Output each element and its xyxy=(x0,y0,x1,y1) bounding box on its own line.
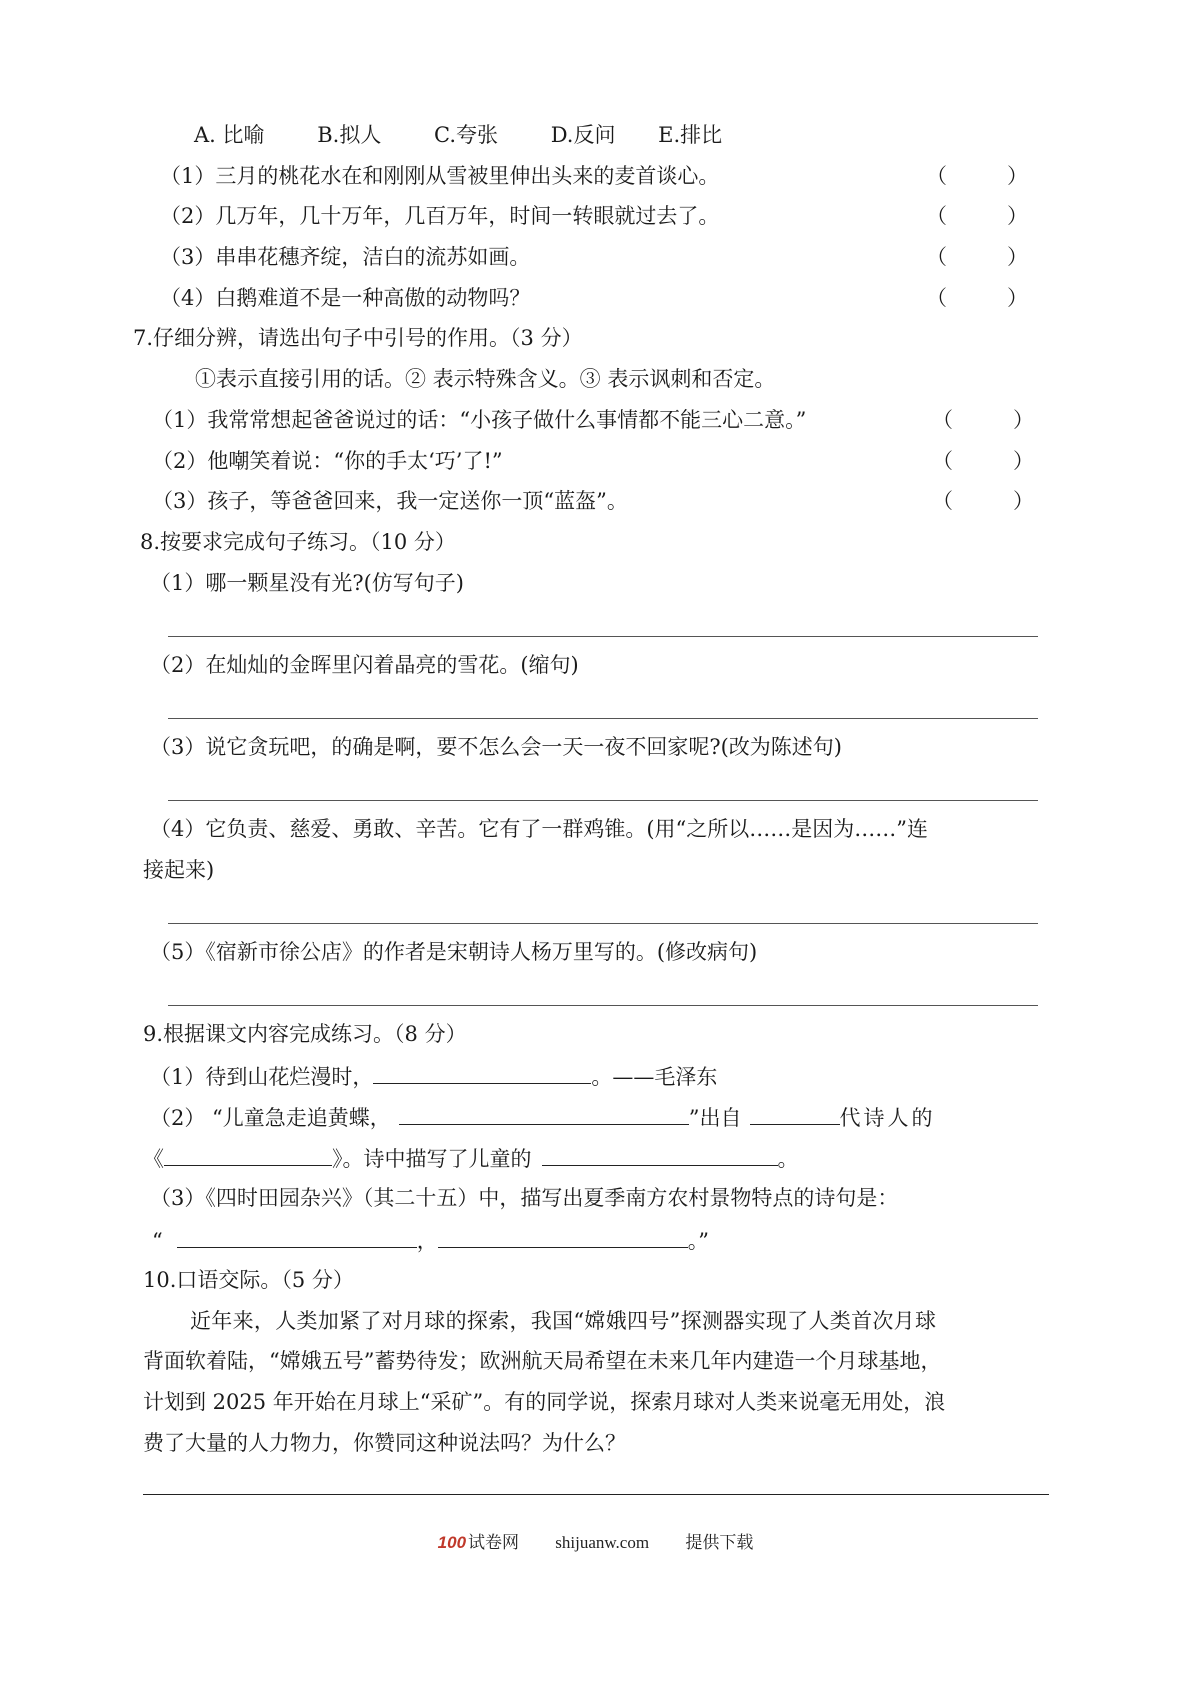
answer-paren[interactable]: （ ） xyxy=(932,489,1034,513)
q7-item-2: （2）他嘲笑着说：“你的手太‘巧’了!” xyxy=(152,449,503,473)
q9-line-1: （1）待到山花烂漫时， 。——毛泽东 xyxy=(150,1065,718,1089)
q9-line-4: （3）《四时田园杂兴》（其二十五）中，描写出夏季南方农村景物特点的诗句是： xyxy=(150,1186,899,1210)
fill-blank[interactable] xyxy=(373,1065,591,1084)
q10-para-line-2: 背面软着陆，“嫦娥五号”蓄势待发；欧洲航天局希望在未来几年内建造一个月球基地， xyxy=(143,1349,942,1373)
fill-blank[interactable] xyxy=(164,1147,332,1166)
footer xyxy=(0,1528,1191,1553)
answer-line[interactable] xyxy=(168,1005,1038,1006)
answer-paren[interactable]: （ ） xyxy=(932,408,1034,432)
q10-para-line-1: 近年来，人类加紧了对月球的探索，我国“嫦娥四号”探测器实现了人类首次月球 xyxy=(190,1309,937,1333)
site-logo: 100 xyxy=(437,1533,467,1552)
option-d: D.反问 xyxy=(550,123,616,147)
q9-line-3: 《 》。诗中描写了儿童的 。 xyxy=(143,1147,799,1171)
answer-line[interactable] xyxy=(168,636,1038,637)
q7-item-3: （3）孩子，等爸爸回来，我一定送你一顶“蓝盔”。 xyxy=(152,489,628,513)
answer-line[interactable] xyxy=(168,800,1038,801)
q7-item-1: （1）我常常想起爸爸说过的话：“小孩子做什么事情都不能三心二意。” xyxy=(152,408,807,432)
q6-item-1: （1）三月的桃花水在和刚刚从雪被里伸出头来的麦首谈心。 xyxy=(160,164,720,188)
q8-item-5: （5）《宿新市徐公店》的作者是宋朝诗人杨万里写的。(修改病句) xyxy=(150,940,758,964)
fill-blank[interactable] xyxy=(177,1229,417,1248)
q10-title: 10.口语交际。（5 分） xyxy=(143,1268,354,1292)
q7-title: 7.仔细分辨，请选出句子中引号的作用。（3 分） xyxy=(133,326,583,350)
download-note: 提供下载 xyxy=(685,1533,754,1552)
answer-line[interactable] xyxy=(168,718,1038,719)
answer-paren[interactable]: （ ） xyxy=(926,164,1028,188)
option-a: A. 比喻 xyxy=(194,123,265,147)
option-b: B.拟人 xyxy=(317,123,382,147)
q6-item-2: （2）几万年，几十万年，几百万年，时间一转眼就过去了。 xyxy=(160,204,720,228)
q7-legend: ①表示直接引用的话。② 表示特殊含义。③ 表示讽刺和否定。 xyxy=(195,367,776,391)
site-url[interactable]: shijuanw.com xyxy=(555,1533,650,1552)
option-e: E.排比 xyxy=(658,123,723,147)
site-name: 试卷网 xyxy=(468,1533,520,1552)
q6-item-3: （3）串串花穗齐绽，洁白的流苏如画。 xyxy=(160,245,531,269)
q9-line-2: （2） “儿童急走追黄蝶， ”出自 代诗人的 xyxy=(150,1106,936,1130)
q8-item-3: （3）说它贪玩吧，的确是啊，要不怎么会一天一夜不回家呢?(改为陈述句) xyxy=(150,735,843,759)
q9-title: 9.根据课文内容完成练习。（8 分） xyxy=(143,1022,467,1046)
q9-line-5: “ ， 。” xyxy=(152,1229,709,1253)
q8-item-4-cont: 接起来) xyxy=(143,858,215,882)
q6-item-4: （4）白鹅难道不是一种高傲的动物吗？ xyxy=(160,286,531,310)
q10-para-line-4: 费了大量的人力物力，你赞同这种说法吗？为什么？ xyxy=(143,1431,626,1455)
fill-blank[interactable] xyxy=(438,1229,688,1248)
answer-paren[interactable]: （ ） xyxy=(926,204,1028,228)
q8-item-2: （2）在灿灿的金晖里闪着晶亮的雪花。(缩句) xyxy=(150,653,579,677)
answer-line[interactable] xyxy=(168,923,1038,924)
fill-blank[interactable] xyxy=(542,1147,778,1166)
q10-para-line-3: 计划到 2025 年开始在月球上“采矿”。有的同学说，探索月球对人类来说毫无用处，浪 xyxy=(143,1390,946,1414)
q6-options xyxy=(194,125,722,146)
answer-paren[interactable]: （ ） xyxy=(932,449,1034,473)
footer-divider xyxy=(143,1494,1049,1495)
option-c: C.夸张 xyxy=(434,123,499,147)
q8-title: 8.按要求完成句子练习。（10 分） xyxy=(140,530,456,554)
answer-paren[interactable]: （ ） xyxy=(926,286,1028,310)
q8-item-1: （1）哪一颗星没有光?(仿写句子) xyxy=(150,571,465,595)
q8-item-4: （4）它负责、慈爱、勇敢、辛苦。它有了一群鸡锥。(用“之所以……是因为……”连 xyxy=(150,817,929,841)
fill-blank[interactable] xyxy=(399,1106,689,1125)
fill-blank[interactable] xyxy=(750,1106,840,1125)
answer-paren[interactable]: （ ） xyxy=(926,245,1028,269)
